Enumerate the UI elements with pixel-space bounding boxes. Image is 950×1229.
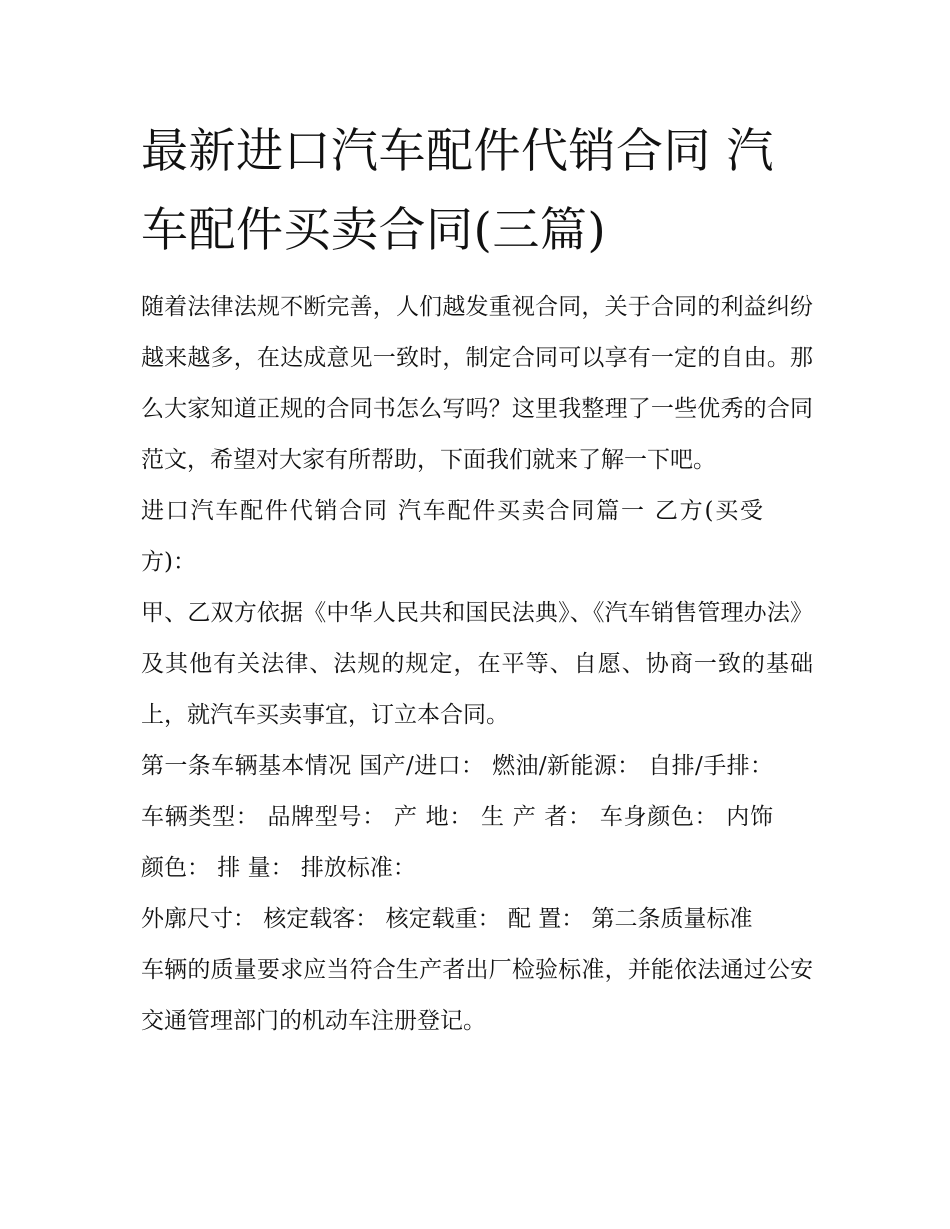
- document-page: [141, 112, 813, 1047]
- section-heading-paragraph: 进口汽车配件代销合同 汽车配件买卖合同篇一 乙方(买受方)：: [141, 498, 763, 575]
- document-title: 最新进口汽车配件代销合同 汽车配件买卖合同(三篇): [141, 124, 774, 258]
- article-one-paragraph: 第一条车辆基本情况 国产/进口： 燃油/新能源： 自排/手排： 车辆类型： 品牌型号： 产 地： 生 产 者： 车身颜色： 内饰颜色： 排 量： 排放标准：: [141, 753, 773, 881]
- quality-standard-paragraph: 车辆的质量要求应当符合生产者出厂检验标准，并能依法通过公安交通管理部门的机动车注册登记。: [141, 957, 813, 1034]
- dimensions-paragraph: 外廓尺寸： 核定载客： 核定载重： 配 置： 第二条质量标准: [141, 906, 753, 932]
- intro-paragraph: 随着法律法规不断完善，人们越发重视合同，关于合同的利益纠纷越来越多，在达成意见一致时，制定合同可以享有一定的自由。那么大家知道正规的合同书怎么写吗？这里我整理了一些优秀的合同范文，希望对大家有所帮助，下面我们就来了解一下吧。: [141, 294, 813, 473]
- agreement-basis-paragraph: 甲、乙双方依据《中华人民共和国民法典》、《汽车销售管理办法》及其他有关法律、法规的规定，在平等、自愿、协商一致的基础上，就汽车买卖事宜，订立本合同。: [141, 600, 813, 728]
